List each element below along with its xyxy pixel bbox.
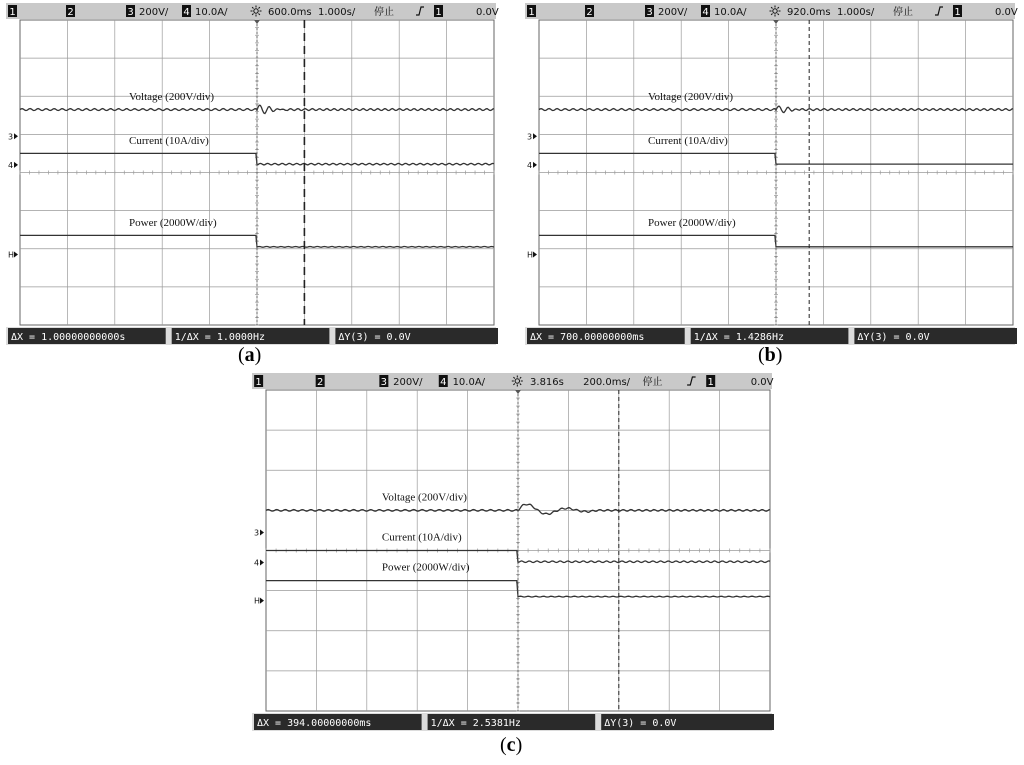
trace-label-voltage: Voltage (200V/div) (129, 90, 215, 103)
ch4-scale: 10.0A/ (195, 7, 228, 18)
run-status: 停止 (374, 7, 394, 18)
channel-2-label: 2 (586, 7, 593, 18)
caption-a: (a) (238, 344, 262, 366)
caption-c: (c) (500, 734, 523, 756)
channel-4-label: 4 (183, 7, 190, 18)
channel-3-label: 3 (380, 377, 388, 388)
scope-panel-b (525, 3, 1018, 345)
trace-label-current: Current (10A/div) (648, 134, 728, 147)
readout-text-2: ΔY(3) = 0.0V (604, 718, 677, 729)
readout-text-0: ΔX = 394.00000000ms (257, 718, 372, 729)
channel-marker-H: H (254, 596, 261, 606)
channel-marker-3: 3 (254, 528, 260, 538)
trigger-channel-label: 1 (435, 7, 442, 18)
trigger-channel-label: 1 (954, 7, 961, 18)
ch3-scale: 200V/ (139, 7, 169, 18)
trace-label-voltage: Voltage (200V/div) (648, 90, 734, 103)
run-status: 停止 (642, 377, 663, 388)
channel-2-label: 2 (316, 377, 324, 388)
trace-label-power: Power (2000W/div) (381, 561, 470, 574)
trace-label-voltage: Voltage (200V/div) (381, 491, 467, 504)
channel-3-label: 3 (127, 7, 134, 18)
timebase-readout: 1.000s/ (318, 7, 356, 18)
channel-4-label: 4 (702, 7, 709, 18)
channel-marker-H: H (8, 250, 15, 260)
channel-marker-3: 3 (527, 132, 533, 142)
timebase-readout: 200.0ms/ (583, 377, 631, 388)
channel-1-label: 1 (528, 7, 535, 18)
trace-label-current: Current (10A/div) (381, 531, 462, 544)
ch3-scale: 200V/ (393, 377, 423, 388)
readout-text-1: 1/ΔX = 2.5381Hz (430, 718, 521, 729)
scope-screen (252, 373, 772, 731)
trace-label-power: Power (2000W/div) (129, 216, 217, 229)
trigger-level: 0.0V (750, 377, 774, 388)
scope-panel-c (252, 373, 772, 731)
readout-text-0: ΔX = 1.00000000000s (11, 332, 126, 343)
screen-bg (6, 19, 496, 345)
delay-readout: 920.0ms (787, 7, 831, 18)
channel-marker-4: 4 (8, 160, 14, 170)
channel-marker-4: 4 (527, 160, 533, 170)
readout-text-0: ΔX = 700.00000000ms (530, 332, 645, 343)
trace-label-power: Power (2000W/div) (648, 216, 736, 229)
screen-bg (525, 19, 1015, 345)
channel-1-label: 1 (255, 377, 262, 388)
ch3-scale: 200V/ (658, 7, 688, 18)
readout-text-2: ΔY(3) = 0.0V (857, 332, 930, 343)
channel-1-label: 1 (9, 7, 16, 18)
delay-readout: 600.0ms (268, 7, 312, 18)
scope-screen (6, 3, 499, 345)
readout-text-2: ΔY(3) = 0.0V (338, 332, 411, 343)
channel-2-label: 2 (67, 7, 74, 18)
trace-label-current: Current (10A/div) (129, 134, 209, 147)
screen-bg (252, 389, 772, 731)
trigger-level: 0.0V (995, 7, 1018, 18)
readout-text-1: 1/ΔX = 1.4286Hz (693, 332, 785, 343)
channel-marker-4: 4 (254, 558, 260, 568)
ch4-scale: 10.0A/ (714, 7, 747, 18)
run-status: 停止 (893, 7, 913, 18)
channel-marker-H: H (527, 250, 534, 260)
trigger-level: 0.0V (476, 7, 499, 18)
readout-text-1: 1/ΔX = 1.0000Hz (174, 332, 266, 343)
scope-screen (525, 3, 1018, 345)
scope-panel-a (6, 3, 499, 345)
timebase-readout: 1.000s/ (837, 7, 875, 18)
channel-3-label: 3 (646, 7, 653, 18)
channel-marker-3: 3 (8, 132, 14, 142)
caption-b: (b) (758, 344, 783, 366)
channel-4-label: 4 (440, 377, 447, 388)
ch4-scale: 10.0A/ (452, 377, 486, 388)
trigger-channel-label: 1 (707, 377, 714, 388)
delay-readout: 3.816s (530, 377, 564, 388)
